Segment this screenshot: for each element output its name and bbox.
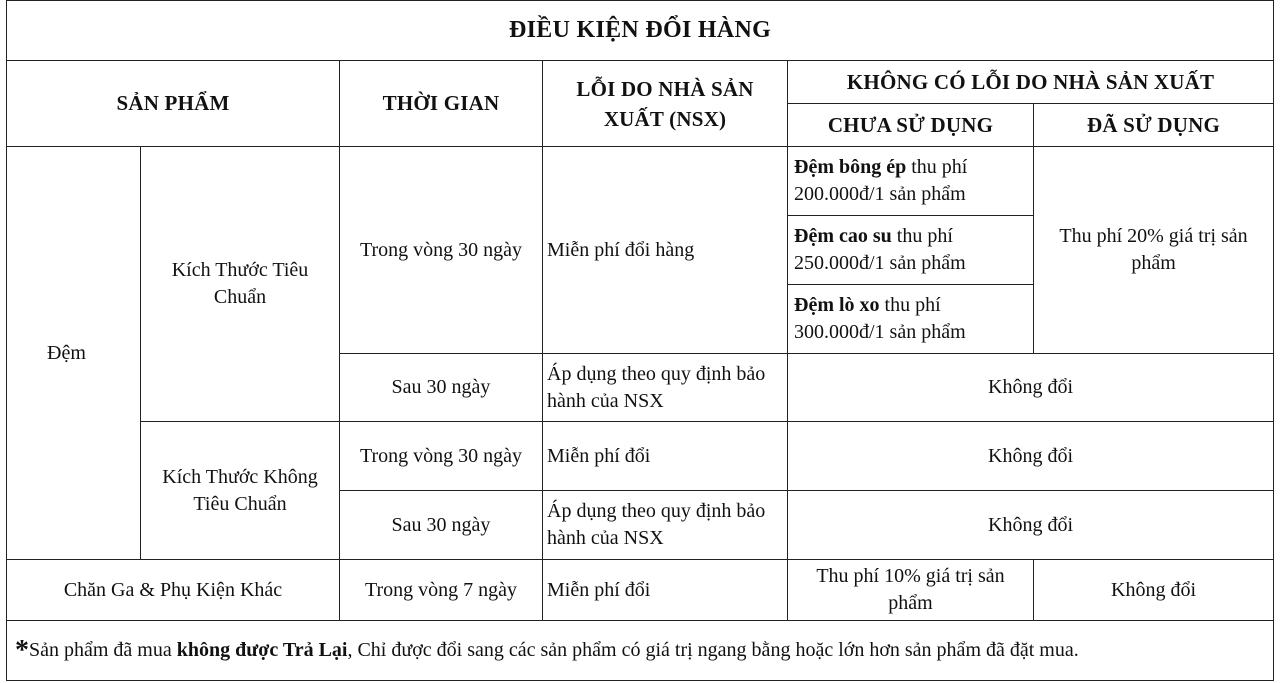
exchange-conditions-table [6,0,1274,681]
footnote-star: * [15,634,29,666]
standard-size-label: Kích Thước Tiêu Chuẩn [141,147,340,422]
product-bedding: Chăn Ga & Phụ Kiện Khác [7,560,340,621]
time-after-30-standard: Sau 30 ngày [340,354,543,422]
footnote-bold: không được Trả Lại [176,638,348,661]
product-dem: Đệm [7,147,141,560]
defect-free-exchange-goods: Miễn phí đổi hàng [543,147,788,354]
header-unused: CHƯA SỬ DỤNG [788,104,1034,147]
header-product: SẢN PHẨM [7,61,340,147]
fee-cao-su [788,216,1034,285]
time-within-30-standard: Trong vòng 30 ngày [340,147,543,354]
fee-lo-xo [788,285,1034,354]
defect-apply-warranty-standard: Áp dụng theo quy định bảo hành của NSX [543,354,788,422]
fee-bong-ep-text: thu phí 200.000đ/1 sản phẩm [794,156,968,205]
defect-apply-warranty-nonstandard: Áp dụng theo quy định bảo hành của NSX [543,491,788,560]
header-no-defect: KHÔNG CÓ LỖI DO NHÀ SẢN XUẤT [788,61,1274,104]
defect-free-exchange-nonstandard: Miễn phí đổi [543,422,788,491]
used-no-exchange-bedding: Không đổi [1034,560,1274,621]
footnote-part2: , Chỉ được đổi sang các sản phẩm có giá trị ngang bằng hoặc lớn hơn sản phẩm đã đặt mua. [347,638,1079,661]
unused-fee-10: Thu phí 10% giá trị sản phẩm [788,560,1034,621]
fee-lo-xo-text: thu phí 300.000đ/1 sản phẩm [794,294,966,343]
no-exchange-nonstandard-within-30: Không đổi [788,422,1274,491]
fee-cao-su-text: thu phí 250.000đ/1 sản phẩm [794,225,966,274]
time-after-30-nonstandard: Sau 30 ngày [340,491,543,560]
time-within-7: Trong vòng 7 ngày [340,560,543,621]
no-exchange-nonstandard-after-30: Không đổi [788,491,1274,560]
footnote [7,621,1274,681]
fee-bong-ep [788,147,1034,216]
no-exchange-standard-after-30: Không đổi [788,354,1274,422]
nonstandard-size-label: Kích Thước Không Tiêu Chuẩn [141,422,340,560]
exchange-conditions-document [6,0,1273,678]
fee-lo-xo-name: Đệm lò xo [794,294,880,316]
header-used: ĐÃ SỬ DỤNG [1034,104,1274,147]
time-within-30-nonstandard: Trong vòng 30 ngày [340,422,543,491]
fee-bong-ep-name: Đệm bông ép [794,156,907,178]
fee-cao-su-name: Đệm cao su [794,225,892,247]
table-title: ĐIỀU KIỆN ĐỔI HÀNG [7,1,1274,61]
header-defect: LỖI DO NHÀ SẢN XUẤT (NSX) [543,61,788,147]
defect-free-exchange-bedding: Miễn phí đổi [543,560,788,621]
header-time: THỜI GIAN [340,61,543,147]
footnote-part1: Sản phẩm đã mua [29,638,177,661]
used-fee-20: Thu phí 20% giá trị sản phẩm [1034,147,1274,354]
